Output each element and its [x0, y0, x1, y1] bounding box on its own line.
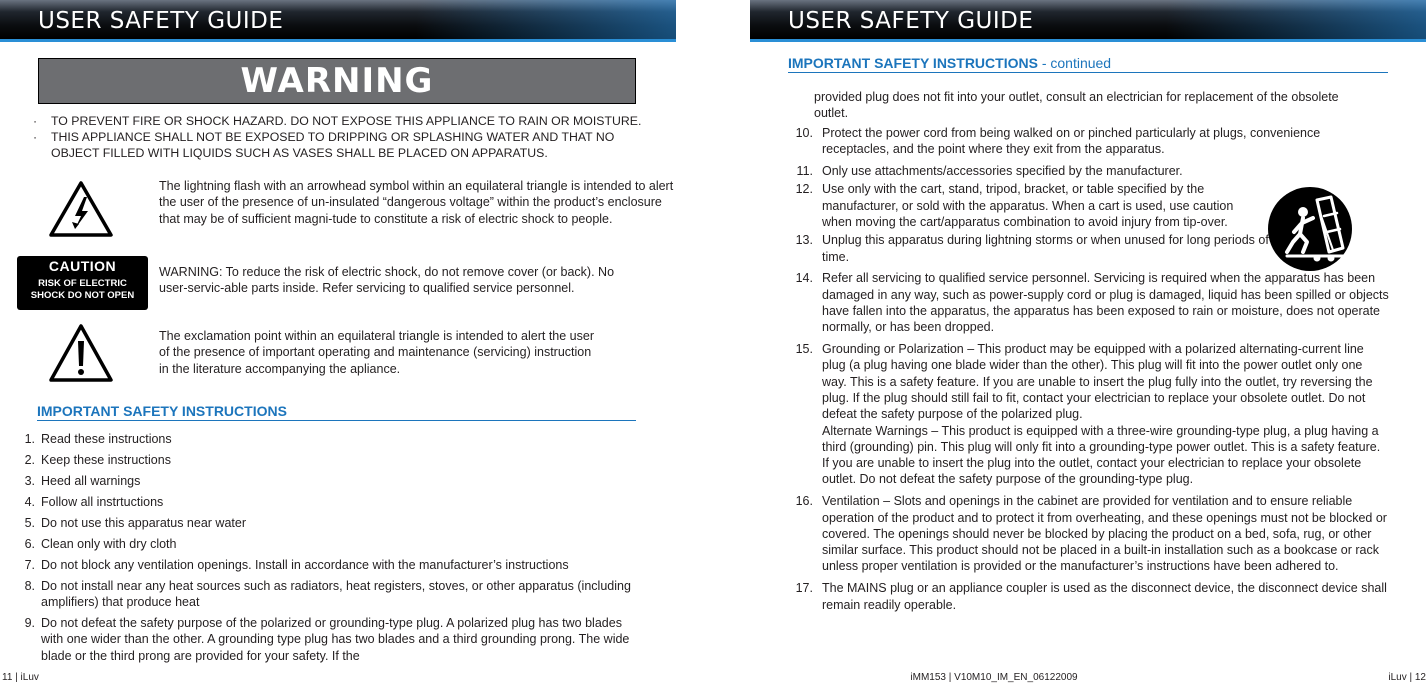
instruction-text: Refer all servicing to qualified service personnel. Servicing is required when the apparatus has been damaged in any way, such as power-supply cord or plug is damaged, liquid has been spilled or objects have fallen into the apparatus, the apparatus has been exposed to rain or moisture, does not operate normally, or has been dropped.: [822, 271, 1389, 335]
left-banner-title: USER SAFETY GUIDE: [38, 8, 284, 34]
lightning-description: The lightning flash with an arrowhead symbol within an equilateral triangle is intended to alert the user of the presence of un-insulated “dangerous voltage” within the product’s enclosure that may be of sufficient magni-tude to constitute a risk of electric shock to people.: [159, 179, 674, 226]
caution-line-2: SHOCK DO NOT OPEN: [30, 289, 135, 301]
instruction-item: [19, 557, 634, 573]
instruction-text: Do not defeat the safety purpose of the polarized or grounding-type plug. A polarized plug has two blades with one wider than the other. A grounding type plug has two blades and a third grounding prong. The wide blade or the third prong are provided for your safety. If the: [41, 616, 630, 663]
warning-label: WARNING: [240, 61, 434, 101]
right-banner-title: USER SAFETY GUIDE: [788, 8, 1034, 34]
instruction-number: 11.: [796, 164, 813, 179]
continuation-text: provided plug does not fit into your outlet, consult an electrician for replacement of the obsolete outlet.: [814, 90, 1339, 121]
left-banner: [0, 0, 676, 42]
instruction-item: [789, 580, 1389, 613]
instruction-item: [789, 181, 1389, 230]
instruction-text: Do not block any ventilation openings. Install in accordance with the manufacturer’s instructions: [41, 557, 569, 572]
instruction-number: 12.: [795, 182, 813, 197]
instruction-number: 17.: [795, 581, 813, 596]
left-section-title: IMPORTANT SAFETY INSTRUCTIONS: [37, 403, 636, 421]
instruction-number: 1.: [24, 432, 35, 446]
right-instruction-list: [789, 125, 1389, 618]
warning-bullets: [30, 113, 650, 161]
instruction-item: [19, 452, 634, 468]
instruction-number: 14.: [795, 271, 813, 286]
instruction-number: 5.: [24, 515, 35, 530]
instruction-text: Follow all instrtuctions: [41, 494, 164, 509]
exclamation-description: The exclamation point within an equilateral triangle is intended to alert the user of the presence of important operating and maintenance (servicing) instruction in the literature accompanying the apliance.: [159, 329, 594, 376]
left-page: [0, 0, 676, 687]
instruction-text: Protect the power cord from being walked on or pinched particularly at plugs, convenience receptacles, and the point where they exit from the apparatus.: [822, 126, 1321, 157]
warning-bullet: [30, 113, 650, 129]
caution-title: CAUTION: [48, 258, 117, 274]
instruction-item: [19, 615, 634, 664]
right-banner: [750, 0, 1426, 42]
instruction-number: 7.: [24, 557, 35, 572]
instruction-number: 15.: [795, 342, 813, 357]
instruction-text-alternate: Alternate Warnings – This product is equipped with a three-wire grounding-type plug, a plug having a third (grounding) pin. This plug will only fit into a grounding-type power outlet. This is a safety feature. If you are unable to insert the plug into the outlet, contact your electrician to replace your obsolete outlet. Do not defeat the safety purpose of the grounding-type plug.: [822, 423, 1381, 487]
instruction-text: Do not use this apparatus near water: [41, 515, 246, 530]
bullet-dot: ·: [33, 130, 38, 144]
instruction-item: [19, 431, 634, 447]
caution-line-1: RISK OF ELECTRIC: [38, 278, 127, 289]
instruction-number: 3.: [24, 473, 35, 488]
instruction-item: [19, 536, 634, 552]
instruction-number: 16.: [795, 494, 813, 509]
left-page-number: 11 | iLuv: [2, 672, 39, 683]
instruction-text: [822, 341, 1389, 488]
warning-bullet: [30, 129, 650, 161]
instruction-item: [789, 270, 1389, 335]
instruction-text: Read these instructions: [41, 432, 172, 446]
right-page: [750, 0, 1426, 687]
instruction-text-main: Grounding or Polarization – This product may be equipped with a polarized alternating-current line plug (a plug having one blade wider than the other). This plug will fit into the power outlet only one way. This is a safety feature. If you are unable to insert the plug fully into the outlet, try reversing the plug. If the plug should still fail to fit, contact your electrician to replace your obsolete outlet. Do not defeat the safety purpose of the polarized plug.: [822, 342, 1373, 422]
instruction-text: Use only with the cart, stand, tripod, bracket, or table specified by the manufacturer, or sold with the apparatus. When a cart is used, use caution when moving the cart/apparatus combination to avoid injury from tip-over.: [822, 182, 1234, 229]
warning-box: [38, 58, 636, 104]
instruction-number: 6.: [24, 536, 35, 551]
instruction-item: [789, 341, 1389, 488]
instruction-item: [789, 125, 1389, 158]
right-page-number: iLuv | 12: [1388, 672, 1426, 683]
instruction-item: [789, 232, 1389, 265]
warning-bullet-text: TO PREVENT FIRE OR SHOCK HAZARD. DO NOT EXPOSE THIS APPLIANCE TO RAIN OR MOISTURE.: [51, 114, 642, 128]
instruction-item: [789, 493, 1389, 574]
instruction-number: 4.: [24, 494, 35, 509]
instruction-text: The MAINS plug or an appliance coupler is used as the disconnect device, the disconnect device shall remain readily operable.: [822, 581, 1387, 612]
right-section-suffix: - continued: [1037, 55, 1112, 71]
instruction-number: 10.: [795, 126, 813, 140]
instruction-item: [19, 578, 634, 611]
instruction-item: [19, 473, 634, 489]
instruction-text: Unplug this apparatus during lightning storms or when unused for long periods of time.: [822, 233, 1269, 264]
instruction-item: [19, 515, 634, 531]
instruction-number: 2.: [24, 452, 35, 467]
instruction-item: [789, 163, 1389, 179]
instruction-text: Clean only with dry cloth: [41, 536, 177, 551]
exclamation-triangle-icon: [48, 323, 114, 383]
instruction-text: Heed all warnings: [41, 473, 141, 488]
instruction-item: [19, 494, 634, 510]
warning-bullet-text: THIS APPLIANCE SHALL NOT BE EXPOSED TO DRIPPING OR SPLASHING WATER AND THAT NO OBJECT FILLED WITH LIQUIDS SUCH AS VASES SHALL BE PLACED ON APPARATUS.: [51, 130, 615, 160]
caution-label: [17, 256, 148, 310]
bullet-dot: ·: [33, 114, 38, 128]
caution-description: WARNING: To reduce the risk of electric shock, do not remove cover (or back). No user-servic-able parts inside. Refer servicing to qualified service personnel.: [159, 265, 615, 296]
right-section-title-text: IMPORTANT SAFETY INSTRUCTIONS: [788, 55, 1038, 71]
left-instruction-list: [19, 431, 634, 669]
right-section-title: [788, 55, 1388, 73]
instruction-text: Only use attachments/accessories specified by the manufacturer.: [822, 164, 1183, 179]
instruction-text: Do not install near any heat sources such as radiators, heat registers, stoves, or other apparatus (including amplifiers) that produce heat: [41, 578, 631, 610]
lightning-triangle-icon: [48, 180, 114, 238]
instruction-number: 9.: [24, 616, 35, 631]
instruction-number: 13.: [795, 233, 813, 248]
document-code: iMM153 | V10M10_IM_EN_06122009: [910, 672, 1078, 683]
instruction-text: Ventilation – Slots and openings in the cabinet are provided for ventilation and to ensure reliable operation of the product and to protect it from overheating, and these openings must not be blocked or covered. The openings should never be blocked by placing the product on a bed, sofa, rug, or other similar surface. This product should not be placed in a built-in installation such as a bookcase or rack unless proper ventilation is provided or the manufacturer’s instructions have been adhered to.: [822, 494, 1387, 574]
instruction-text: Keep these instructions: [41, 452, 171, 467]
instruction-number: 8.: [24, 578, 35, 593]
